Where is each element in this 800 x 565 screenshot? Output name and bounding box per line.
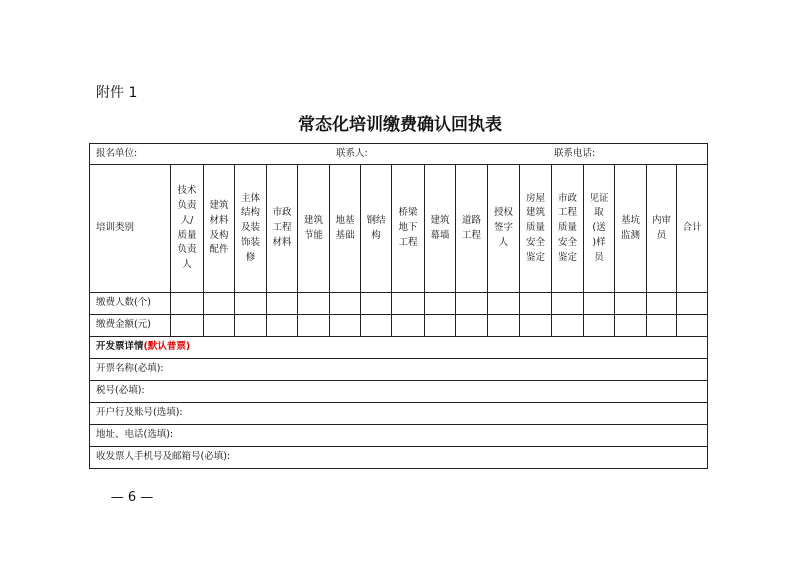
count-cell[interactable] (392, 293, 425, 315)
amount-cell[interactable] (171, 315, 204, 337)
amount-cell[interactable] (392, 315, 425, 337)
column-header-line: 见证 (589, 192, 609, 204)
amount-cell[interactable] (552, 315, 584, 337)
column-header (552, 165, 584, 293)
page-number: — 6 — (110, 490, 154, 505)
column-header-line: 负责 (177, 244, 197, 256)
count-cell[interactable] (425, 293, 456, 315)
column-header-line: 质量 (177, 229, 197, 241)
column-header-line: 房屋 (525, 192, 545, 204)
amount-cell[interactable] (330, 315, 361, 337)
column-header-line: 鉴定 (525, 251, 545, 263)
count-cell[interactable] (330, 293, 361, 315)
amount-cell[interactable] (298, 315, 330, 337)
receiver-contact-field: 收发票人手机号及邮箱号(必填): (90, 447, 708, 469)
column-header (615, 165, 647, 293)
column-header-line: 鉴定 (557, 251, 577, 263)
amount-cell[interactable] (677, 315, 708, 337)
count-cell[interactable] (267, 293, 298, 315)
column-header-line: 取 (594, 207, 604, 219)
amount-cell[interactable] (361, 315, 392, 337)
column-header-line: 幕墙 (430, 229, 450, 241)
column-header (456, 165, 488, 293)
count-cell[interactable] (615, 293, 647, 315)
invoice-heading (90, 337, 708, 359)
column-header (330, 165, 361, 293)
bank-account-field: 开户行及账号(选填): (90, 403, 708, 425)
column-header-line: 人/ (180, 214, 194, 226)
column-header-line: )样 (592, 236, 606, 248)
column-header-line: 道路 (461, 214, 481, 226)
column-header-line: 建筑 (430, 214, 450, 226)
amount-cell[interactable] (520, 315, 552, 337)
column-header-line: 基坑 (620, 214, 640, 226)
amount-cell[interactable] (647, 315, 677, 337)
column-header-line: 建筑 (209, 200, 229, 212)
contact-label: 联系人: (336, 147, 368, 159)
column-header-line: 工程 (461, 229, 481, 241)
count-cell[interactable] (171, 293, 204, 315)
column-header (204, 165, 235, 293)
column-header-line: 内审 (651, 214, 671, 226)
invoice-heading-note: (默认普票) (143, 341, 191, 353)
amount-cell[interactable] (584, 315, 615, 337)
column-header-line: 质量 (557, 222, 577, 234)
amount-cell[interactable] (425, 315, 456, 337)
amount-cell[interactable] (204, 315, 235, 337)
confirmation-table (89, 143, 708, 469)
column-header-line: 建筑 (303, 214, 323, 226)
count-cell[interactable] (677, 293, 708, 315)
column-header-line: 员 (656, 229, 667, 241)
column-header-line: 安全 (525, 236, 545, 248)
count-cell[interactable] (456, 293, 488, 315)
count-cell[interactable] (235, 293, 267, 315)
column-header-line: 人 (182, 258, 192, 270)
count-cell[interactable] (552, 293, 584, 315)
column-header (267, 165, 298, 293)
column-header-line: 地下 (398, 222, 418, 234)
amount-cell[interactable] (488, 315, 520, 337)
column-header (647, 165, 677, 293)
column-header (584, 165, 615, 293)
address-phone-field: 地址、电话(选填): (90, 425, 708, 447)
count-label: 缴费人数(个) (90, 293, 171, 315)
count-cell[interactable] (361, 293, 392, 315)
column-header-line: 构 (371, 229, 381, 241)
column-header-line: 签字 (493, 222, 513, 234)
column-header-line: (送 (592, 222, 606, 234)
column-header-line: 员 (594, 251, 604, 263)
column-header (425, 165, 456, 293)
column-header-line: 钢结 (366, 214, 386, 226)
column-header-line: 工程 (557, 207, 577, 219)
phone-label: 联系电话: (554, 147, 596, 159)
amount-label: 缴费金额(元) (90, 315, 171, 337)
column-header-line: 市政 (272, 207, 292, 219)
column-header-line: 工程 (398, 236, 418, 248)
column-header-line: 地基 (335, 214, 355, 226)
column-header-line: 基础 (335, 229, 355, 241)
invoice-heading-text: 开发票详情 (96, 341, 144, 353)
column-header-line: 人 (498, 236, 509, 248)
column-header-line: 技术 (177, 185, 197, 197)
column-header-line: 配件 (209, 244, 229, 256)
column-header-line: 材料 (209, 214, 229, 226)
column-header (171, 165, 204, 293)
count-cell[interactable] (204, 293, 235, 315)
column-header-line: 修 (245, 251, 256, 263)
count-cell[interactable] (520, 293, 552, 315)
count-cell[interactable] (488, 293, 520, 315)
page-title: 常态化培训缴费确认回执表 (298, 115, 502, 135)
column-header-line: 饰装 (240, 236, 260, 248)
column-header (298, 165, 330, 293)
column-header-line: 安全 (557, 236, 577, 248)
column-header-line: 建筑 (525, 207, 545, 219)
column-header-line: 材料 (272, 236, 292, 248)
column-header (677, 165, 708, 293)
column-header-line: 质量 (525, 222, 545, 234)
annex-label: 附件 1 (96, 85, 138, 101)
column-header-line: 授权 (493, 207, 513, 219)
column-header (488, 165, 520, 293)
column-header-line: 桥梁 (398, 207, 418, 219)
count-cell[interactable] (647, 293, 677, 315)
column-header-line: 及构 (209, 229, 229, 241)
amount-cell[interactable] (267, 315, 298, 337)
column-header (235, 165, 267, 293)
category-label: 培训类别 (90, 165, 171, 293)
column-header-line: 合计 (682, 222, 702, 234)
amount-cell[interactable] (456, 315, 488, 337)
header-row (90, 144, 708, 165)
column-header-line: 工程 (272, 222, 292, 234)
column-header-line: 节能 (303, 229, 323, 241)
count-cell[interactable] (584, 293, 615, 315)
column-header-line: 及装 (240, 222, 260, 234)
invoice-name-field: 开票名称(必填): (90, 359, 708, 381)
column-header (520, 165, 552, 293)
column-header-line: 市政 (557, 192, 577, 204)
column-header-line: 主体 (240, 192, 260, 204)
unit-label: 报名单位: (96, 147, 138, 159)
amount-cell[interactable] (615, 315, 647, 337)
column-header (361, 165, 392, 293)
amount-cell[interactable] (235, 315, 267, 337)
column-header-line: 监测 (620, 229, 640, 241)
column-header-line: 结构 (240, 207, 260, 219)
count-cell[interactable] (298, 293, 330, 315)
tax-number-field: 税号(必填): (90, 381, 708, 403)
column-header (392, 165, 425, 293)
column-header-line: 负责 (177, 200, 197, 212)
